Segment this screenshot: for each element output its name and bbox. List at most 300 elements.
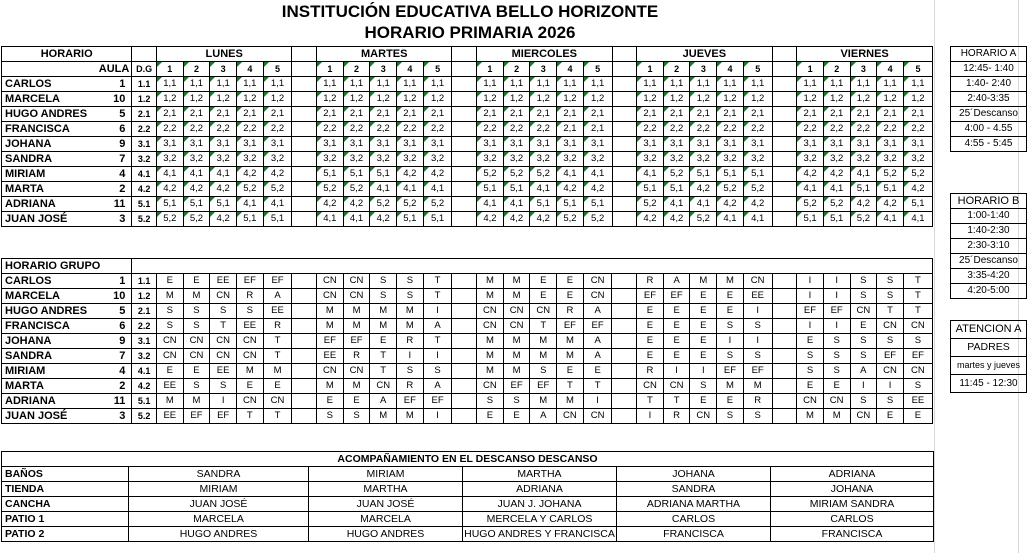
- schedule-value: 2,1: [557, 122, 584, 137]
- subject-value: S: [797, 349, 824, 364]
- schedule-value: 3,2: [210, 152, 237, 167]
- schedule-value: 5,1: [663, 182, 690, 197]
- subject-value: S: [823, 334, 850, 349]
- subject-value: M: [343, 304, 370, 319]
- table-row: [2, 409, 933, 424]
- separator-cell: [452, 409, 477, 424]
- time-slot: 1:40- 2:40: [951, 77, 1027, 92]
- subject-value: CN: [317, 364, 344, 379]
- subject-value: S: [877, 289, 904, 304]
- schedule-value: 4,1: [423, 182, 452, 197]
- subject-value: CN: [156, 334, 183, 349]
- separator-cell: [452, 197, 477, 212]
- subject-value: M: [370, 319, 397, 334]
- subject-value: E: [557, 274, 584, 289]
- subject-value: I: [423, 409, 452, 424]
- schedule-value: 5,1: [156, 197, 183, 212]
- schedule-value: 3,1: [850, 137, 877, 152]
- schedule-value: 1,2: [210, 92, 237, 107]
- schedule-value: 3,1: [183, 137, 210, 152]
- schedule-value: 4,1: [397, 182, 424, 197]
- schedule-value: 4,1: [263, 197, 292, 212]
- subject-value: EF: [423, 394, 452, 409]
- aula-number: 11: [113, 198, 126, 210]
- schedule-value: 4,2: [317, 197, 344, 212]
- separator-cell: [452, 334, 477, 349]
- subject-value: CN: [503, 319, 530, 334]
- subject-value: E: [637, 319, 664, 334]
- row-name: [2, 289, 132, 304]
- period-header: 4: [397, 62, 424, 77]
- table-row: [2, 319, 933, 334]
- dg-value: 4.2: [132, 182, 157, 197]
- schedule-value: 3,1: [156, 137, 183, 152]
- subject-value: EF: [210, 409, 237, 424]
- group-schedule-table: [1, 258, 933, 424]
- separator-cell: [772, 122, 797, 137]
- schedule-value: 2,2: [637, 122, 664, 137]
- day-header-jueves: JUEVES: [637, 47, 772, 62]
- subject-value: A: [370, 394, 397, 409]
- dg-value: 1.1: [132, 77, 157, 92]
- schedule-value: 4,1: [210, 167, 237, 182]
- teacher-name: MIRIAM: [5, 168, 46, 180]
- schedule-value: 5,2: [797, 197, 824, 212]
- schedule-value: 2,1: [317, 107, 344, 122]
- break-duty-table: [1, 451, 934, 542]
- subject-value: CN: [903, 319, 932, 334]
- separator-cell: [452, 152, 477, 167]
- schedule-value: 3,2: [343, 152, 370, 167]
- schedule-value: 1,1: [637, 77, 664, 92]
- period-header: 2: [503, 62, 530, 77]
- schedule-value: 1,2: [370, 92, 397, 107]
- schedule-value: 2,2: [156, 122, 183, 137]
- schedule-value: 5,1: [743, 167, 772, 182]
- schedule-value: 4,2: [690, 182, 717, 197]
- separator-cell: [292, 409, 317, 424]
- schedule-value: 2,1: [823, 107, 850, 122]
- subject-value: S: [850, 394, 877, 409]
- schedule-value: 5,2: [903, 167, 932, 182]
- subject-value: EF: [877, 349, 904, 364]
- schedule-value: 3,2: [690, 152, 717, 167]
- schedule-value: 3,2: [263, 152, 292, 167]
- schedule-value: 3,2: [797, 152, 824, 167]
- schedule-value: 4,1: [583, 167, 612, 182]
- schedule-value: 2,1: [183, 107, 210, 122]
- subject-value: M: [530, 334, 557, 349]
- table-row: [2, 92, 933, 107]
- period-header: 2: [343, 62, 370, 77]
- aula-number: 7: [119, 350, 126, 362]
- subject-value: S: [236, 304, 263, 319]
- teacher-name: CARLOS: [5, 78, 52, 90]
- separator-cell: [612, 394, 637, 409]
- subject-value: CN: [690, 409, 717, 424]
- schedule-value: 3,1: [343, 137, 370, 152]
- duty-location: TIENDA: [2, 482, 129, 497]
- separator-cell: [612, 364, 637, 379]
- schedule-value: 2,2: [663, 122, 690, 137]
- subject-value: E: [850, 319, 877, 334]
- separator-cell: [612, 197, 637, 212]
- schedule-value: 3,2: [743, 152, 772, 167]
- subject-value: CN: [477, 319, 504, 334]
- subject-value: E: [717, 289, 744, 304]
- subject-value: T: [263, 334, 292, 349]
- schedule-value: 5,1: [823, 212, 850, 227]
- schedule-value: 2,1: [423, 107, 452, 122]
- subject-value: E: [690, 394, 717, 409]
- subject-value: I: [423, 304, 452, 319]
- subject-value: T: [637, 394, 664, 409]
- subject-value: T: [557, 379, 584, 394]
- subject-value: S: [370, 289, 397, 304]
- separator-cell: [292, 182, 317, 197]
- subject-value: CN: [823, 394, 850, 409]
- duty-teacher: ADRIANA: [771, 467, 934, 482]
- subject-value: S: [210, 379, 237, 394]
- subject-value: S: [823, 364, 850, 379]
- row-name: [2, 167, 132, 182]
- schedule-value: 2,2: [717, 122, 744, 137]
- duty-teacher: MARTHA: [463, 467, 617, 482]
- schedule-value: 3,2: [557, 152, 584, 167]
- duty-teacher: MIRIAM: [309, 467, 463, 482]
- separator-cell: [292, 364, 317, 379]
- subject-value: S: [156, 304, 183, 319]
- dg-value: 1.2: [132, 289, 157, 304]
- schedule-value: 4,2: [637, 212, 664, 227]
- subject-value: A: [423, 379, 452, 394]
- schedule-value: 1,2: [156, 92, 183, 107]
- schedule-value: 1,2: [503, 92, 530, 107]
- schedule-value: 3,2: [583, 152, 612, 167]
- schedule-value: 3,2: [156, 152, 183, 167]
- subject-value: M: [317, 379, 344, 394]
- schedule-value: 4,2: [583, 182, 612, 197]
- institution-title: INSTITUCIÓN EDUCATIVA BELLO HORIZONTE: [281, 2, 659, 21]
- subject-value: E: [690, 289, 717, 304]
- separator-cell: [772, 364, 797, 379]
- schedule-value: 1,1: [263, 77, 292, 92]
- subject-value: A: [583, 304, 612, 319]
- subject-value: M: [557, 334, 584, 349]
- subject-value: S: [717, 349, 744, 364]
- separator-cell: [292, 152, 317, 167]
- schedule-value: 2,2: [690, 122, 717, 137]
- schedule-value: 2,1: [743, 107, 772, 122]
- aula-number: 1: [119, 78, 126, 90]
- schedule-value: 3,1: [503, 137, 530, 152]
- subject-value: M: [530, 349, 557, 364]
- schedule-value: 5,1: [397, 212, 424, 227]
- subject-value: CN: [156, 349, 183, 364]
- schedule-value: 3,2: [397, 152, 424, 167]
- table-row: [2, 364, 933, 379]
- separator-cell: [772, 349, 797, 364]
- schedule-value: 4,1: [877, 212, 904, 227]
- duty-location: BAÑOS: [2, 467, 129, 482]
- separator-cell: [452, 349, 477, 364]
- schedule-value: 4,1: [690, 197, 717, 212]
- subject-value: S: [397, 289, 424, 304]
- row-name: [2, 122, 132, 137]
- time-slot: 25´Descanso: [951, 254, 1027, 269]
- table-row: [2, 197, 933, 212]
- subject-value: E: [717, 304, 744, 319]
- schedule-value: 4,2: [477, 212, 504, 227]
- subject-value: EF: [557, 319, 584, 334]
- subject-value: E: [797, 334, 824, 349]
- schedule-value: 1,2: [530, 92, 557, 107]
- subject-value: CN: [210, 289, 237, 304]
- subject-value: CN: [210, 334, 237, 349]
- teacher-name: HUGO ANDRES: [5, 108, 88, 120]
- subject-value: EF: [637, 289, 664, 304]
- teacher-name: JUAN JOSÉ: [5, 410, 68, 422]
- separator-cell: [612, 379, 637, 394]
- schedule-value: 1,1: [797, 77, 824, 92]
- subject-value: I: [210, 394, 237, 409]
- schedule-value: 1,2: [877, 92, 904, 107]
- subject-value: CN: [343, 289, 370, 304]
- separator-cell: [612, 92, 637, 107]
- day-header-martes: MARTES: [317, 47, 452, 62]
- separator-cell: [612, 212, 637, 227]
- subject-value: CN: [477, 304, 504, 319]
- teacher-name: CARLOS: [5, 275, 52, 287]
- schedule-value: 2,1: [397, 107, 424, 122]
- schedule-value: 2,1: [903, 107, 932, 122]
- schedule-title: HORARIO PRIMARIA 2026: [364, 23, 576, 42]
- schedule-value: 1,2: [637, 92, 664, 107]
- separator-cell: [452, 137, 477, 152]
- subject-value: EE: [156, 379, 183, 394]
- table-row: [2, 512, 934, 527]
- duty-teacher: MARTHA: [309, 482, 463, 497]
- duty-teacher: JUAN JOSÉ: [129, 497, 309, 512]
- schedule-value: 4,1: [370, 182, 397, 197]
- schedule-value: 5,1: [423, 212, 452, 227]
- row-name: [2, 152, 132, 167]
- subject-value: E: [717, 394, 744, 409]
- subject-value: T: [370, 349, 397, 364]
- subject-value: T: [236, 409, 263, 424]
- schedule-value: 4,1: [717, 212, 744, 227]
- duty-teacher: MERCELA Y CARLOS: [463, 512, 617, 527]
- schedule-value: 3,1: [236, 137, 263, 152]
- subject-value: CN: [477, 379, 504, 394]
- schedule-value: 1,1: [877, 77, 904, 92]
- separator-cell: [772, 107, 797, 122]
- schedule-value: 2,1: [583, 107, 612, 122]
- aula-number: 10: [113, 93, 126, 105]
- schedule-value: 5,1: [236, 212, 263, 227]
- subject-value: S: [317, 409, 344, 424]
- period-header: 4: [877, 62, 904, 77]
- subject-value: S: [850, 289, 877, 304]
- subject-value: S: [717, 409, 744, 424]
- subject-value: E: [156, 364, 183, 379]
- schedule-value: 2,2: [797, 122, 824, 137]
- duty-teacher: MARCELA: [309, 512, 463, 527]
- schedule-value: 3,1: [530, 137, 557, 152]
- subject-value: S: [477, 394, 504, 409]
- schedule-value: 4,2: [423, 167, 452, 182]
- separator-cell: [292, 137, 317, 152]
- subject-value: M: [743, 379, 772, 394]
- separator-cell: [452, 107, 477, 122]
- schedule-value: 5,2: [850, 212, 877, 227]
- aula-number: 3: [119, 213, 126, 225]
- subject-value: E: [343, 394, 370, 409]
- separator-cell: [452, 274, 477, 289]
- schedule-value: 1,1: [477, 77, 504, 92]
- time-slot: 25´Descanso: [951, 107, 1027, 122]
- subject-value: CN: [797, 394, 824, 409]
- schedule-value: 3,2: [877, 152, 904, 167]
- aula-number: 4: [119, 168, 126, 180]
- schedule-value: 5,1: [717, 167, 744, 182]
- separator-cell: [772, 319, 797, 334]
- separator-cell: [612, 289, 637, 304]
- subject-value: M: [370, 304, 397, 319]
- schedule-value: 2,1: [503, 107, 530, 122]
- schedule-value: 1,1: [370, 77, 397, 92]
- subject-value: M: [797, 409, 824, 424]
- schedule-value: 1,1: [317, 77, 344, 92]
- dg-value: 5.1: [132, 197, 157, 212]
- separator-cell: [452, 212, 477, 227]
- schedule-value: 5,2: [503, 167, 530, 182]
- schedule-value: 4,1: [637, 167, 664, 182]
- subject-value: CN: [183, 349, 210, 364]
- row-name: [2, 304, 132, 319]
- subject-value: EF: [583, 319, 612, 334]
- schedule-value: 2,2: [530, 122, 557, 137]
- schedule-value: 4,2: [503, 212, 530, 227]
- time-slot: 2:40-3:35: [951, 92, 1027, 107]
- subject-value: R: [557, 304, 584, 319]
- subject-value: EF: [717, 364, 744, 379]
- time-slot: 1:00-1:40: [951, 209, 1027, 224]
- schedule-value: 2,1: [477, 107, 504, 122]
- schedule-value: 1,2: [663, 92, 690, 107]
- row-name: [2, 334, 132, 349]
- subject-value: CN: [317, 289, 344, 304]
- schedule-value: 2,1: [877, 107, 904, 122]
- period-header: 2: [823, 62, 850, 77]
- table-row: [2, 289, 933, 304]
- separator-cell: [292, 289, 317, 304]
- subject-value: EE: [156, 409, 183, 424]
- separator-cell: [612, 182, 637, 197]
- schedule-value: 3,1: [690, 137, 717, 152]
- schedule-value: 2,2: [263, 122, 292, 137]
- subject-value: EF: [823, 304, 850, 319]
- separator-cell: [292, 62, 317, 77]
- separator-cell: [612, 334, 637, 349]
- aula-number: 2: [119, 183, 126, 195]
- period-header: 3: [530, 62, 557, 77]
- separator-cell: [292, 107, 317, 122]
- separator-cell: [292, 334, 317, 349]
- schedule-value: 4,1: [797, 182, 824, 197]
- day-header-lunes: LUNES: [156, 47, 291, 62]
- subject-value: E: [263, 379, 292, 394]
- subject-value: M: [370, 409, 397, 424]
- schedule-value: 2,2: [903, 122, 932, 137]
- schedule-value: 3,1: [903, 137, 932, 152]
- aula-number: 9: [119, 138, 126, 150]
- subject-value: T: [877, 304, 904, 319]
- separator-cell: [612, 409, 637, 424]
- separator-cell: [772, 409, 797, 424]
- schedule-value: 5,2: [877, 167, 904, 182]
- subject-value: E: [690, 304, 717, 319]
- schedule-value: 3,2: [370, 152, 397, 167]
- subject-value: E: [663, 319, 690, 334]
- separator-cell: [772, 394, 797, 409]
- schedule-value: 2,1: [663, 107, 690, 122]
- aula-number: 5: [119, 108, 126, 120]
- separator-cell: [452, 319, 477, 334]
- subject-value: T: [423, 334, 452, 349]
- horario-label: HORARIO: [2, 47, 132, 62]
- duty-teacher: SANDRA: [129, 467, 309, 482]
- schedule-value: 5,1: [210, 197, 237, 212]
- schedule-value: 5,2: [477, 167, 504, 182]
- separator-cell: [772, 197, 797, 212]
- subject-value: M: [690, 274, 717, 289]
- schedule-value: 4,1: [823, 182, 850, 197]
- schedule-value: 4,2: [236, 167, 263, 182]
- schedule-value: 3,1: [477, 137, 504, 152]
- subject-value: EE: [210, 274, 237, 289]
- schedule-value: 4,1: [317, 212, 344, 227]
- separator-cell: [612, 319, 637, 334]
- subject-value: CN: [317, 274, 344, 289]
- subject-value: CN: [343, 364, 370, 379]
- subject-value: T: [903, 289, 932, 304]
- schedule-value: 4,1: [156, 167, 183, 182]
- subject-value: A: [423, 319, 452, 334]
- separator-cell: [772, 334, 797, 349]
- subject-value: M: [397, 304, 424, 319]
- schedule-value: 1,2: [850, 92, 877, 107]
- day-header-miercoles: MIERCOLES: [477, 47, 612, 62]
- teacher-name: HUGO ANDRES: [5, 305, 88, 317]
- duty-teacher: MIRIAM: [129, 482, 309, 497]
- padres-title: PADRES: [951, 339, 1027, 357]
- subject-value: E: [690, 334, 717, 349]
- schedule-value: 4,2: [370, 212, 397, 227]
- teacher-name: JOHANA: [5, 138, 52, 150]
- subject-value: E: [477, 409, 504, 424]
- separator-cell: [612, 167, 637, 182]
- atencion-title: ATENCION A: [951, 321, 1027, 339]
- schedule-value: 3,2: [823, 152, 850, 167]
- subject-value: S: [903, 334, 932, 349]
- separator-cell: [612, 349, 637, 364]
- subject-value: CN: [236, 394, 263, 409]
- subject-value: M: [343, 319, 370, 334]
- schedule-value: 1,2: [557, 92, 584, 107]
- duty-location: PATIO 1: [2, 512, 129, 527]
- time-slot: 3:35-4:20: [951, 269, 1027, 284]
